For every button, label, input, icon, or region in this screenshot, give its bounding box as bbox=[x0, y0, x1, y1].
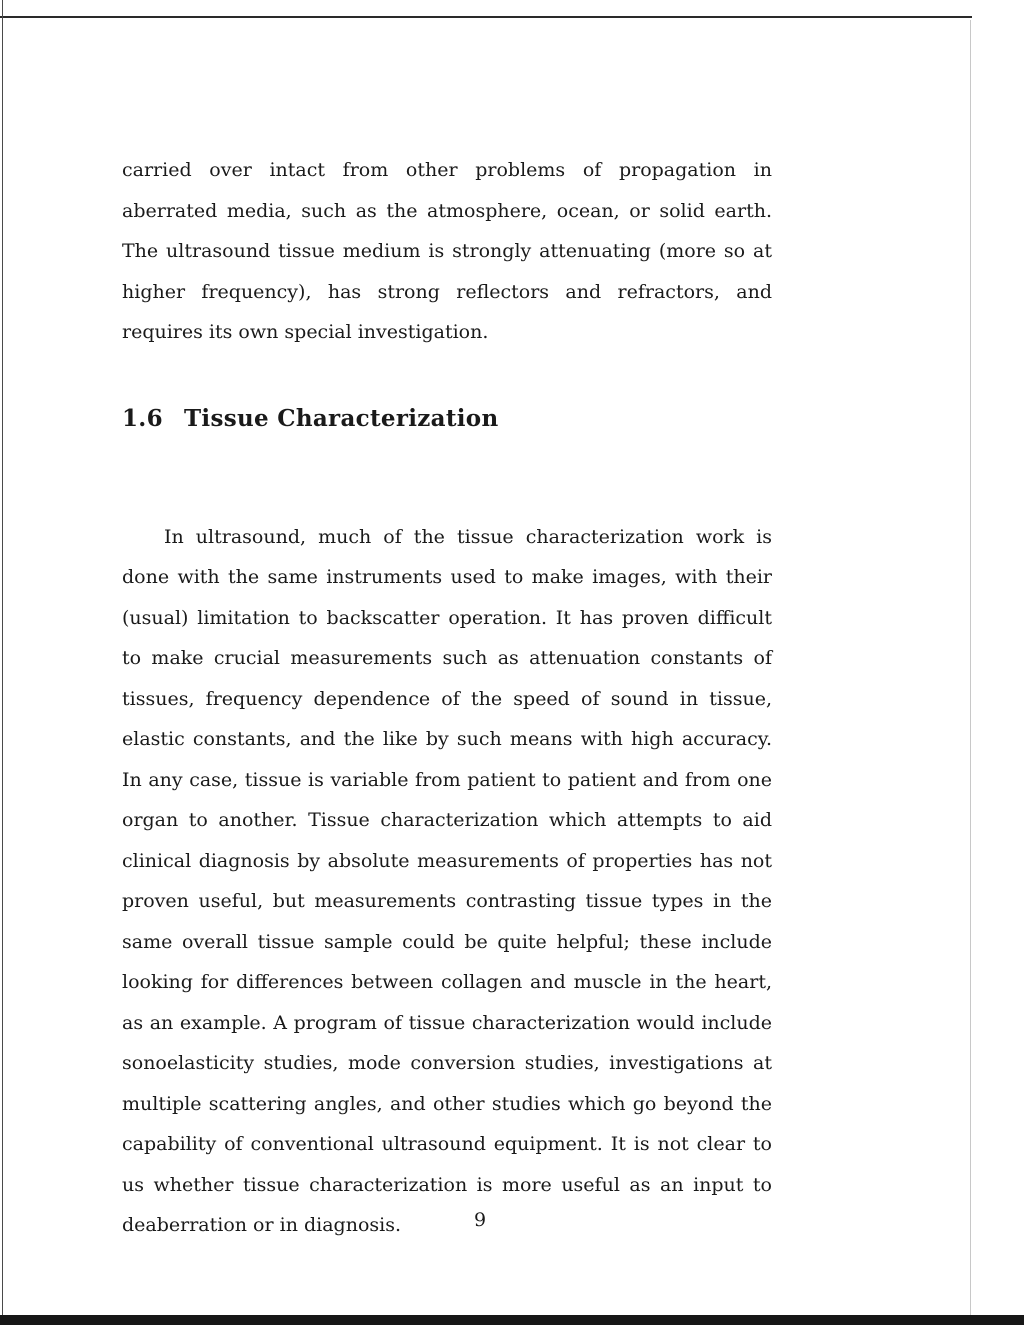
section-heading bbox=[122, 399, 772, 439]
scan-border-bottom bbox=[0, 1315, 1024, 1325]
page-number: 9 bbox=[473, 1209, 487, 1231]
scan-border-left bbox=[2, 0, 3, 1325]
scan-border-top bbox=[0, 16, 972, 18]
page-content bbox=[122, 150, 772, 1246]
scan-border-right bbox=[970, 20, 971, 1325]
section-title: Tissue Characterization bbox=[184, 404, 499, 432]
body-paragraph: In ultrasound, much of the tissue characterization work is done with the same instruments used to make images, with their (usual) limitation to backscatter operation. It has proven difficult to make crucial measurements such as attenuation constants of tissues, frequency dependence of the speed of sound in tissue, elastic constants, and the like by such means with high accuracy. In any case, tissue is variable from patient to patient and from one organ to another. Tissue characterization which attempts to aid clinical diagnosis by absolute measurements of properties has not proven useful, but measurements contrasting tissue types in the same overall tissue sample could be quite helpful; these include looking for differences between collagen and muscle in the heart, as an example. A program of tissue characterization would include sonoelasticity studies, mode conversion studies, investigations at multiple scattering angles, and other studies which go beyond the capability of conventional ultrasound equipment. It is not clear to us whether tissue characterization is more useful as an input to deaberration or in diagnosis. bbox=[122, 525, 772, 1236]
section-number: 1.6 bbox=[122, 404, 163, 432]
intro-paragraph: carried over intact from other problems of propagation in aberrated media, such as the atmosphere, ocean, or solid earth. The ultrasound tissue medium is strongly attenuating (more so at higher frequency), has strong reflectors and refractors, and requires its own special investigation. bbox=[122, 159, 772, 343]
